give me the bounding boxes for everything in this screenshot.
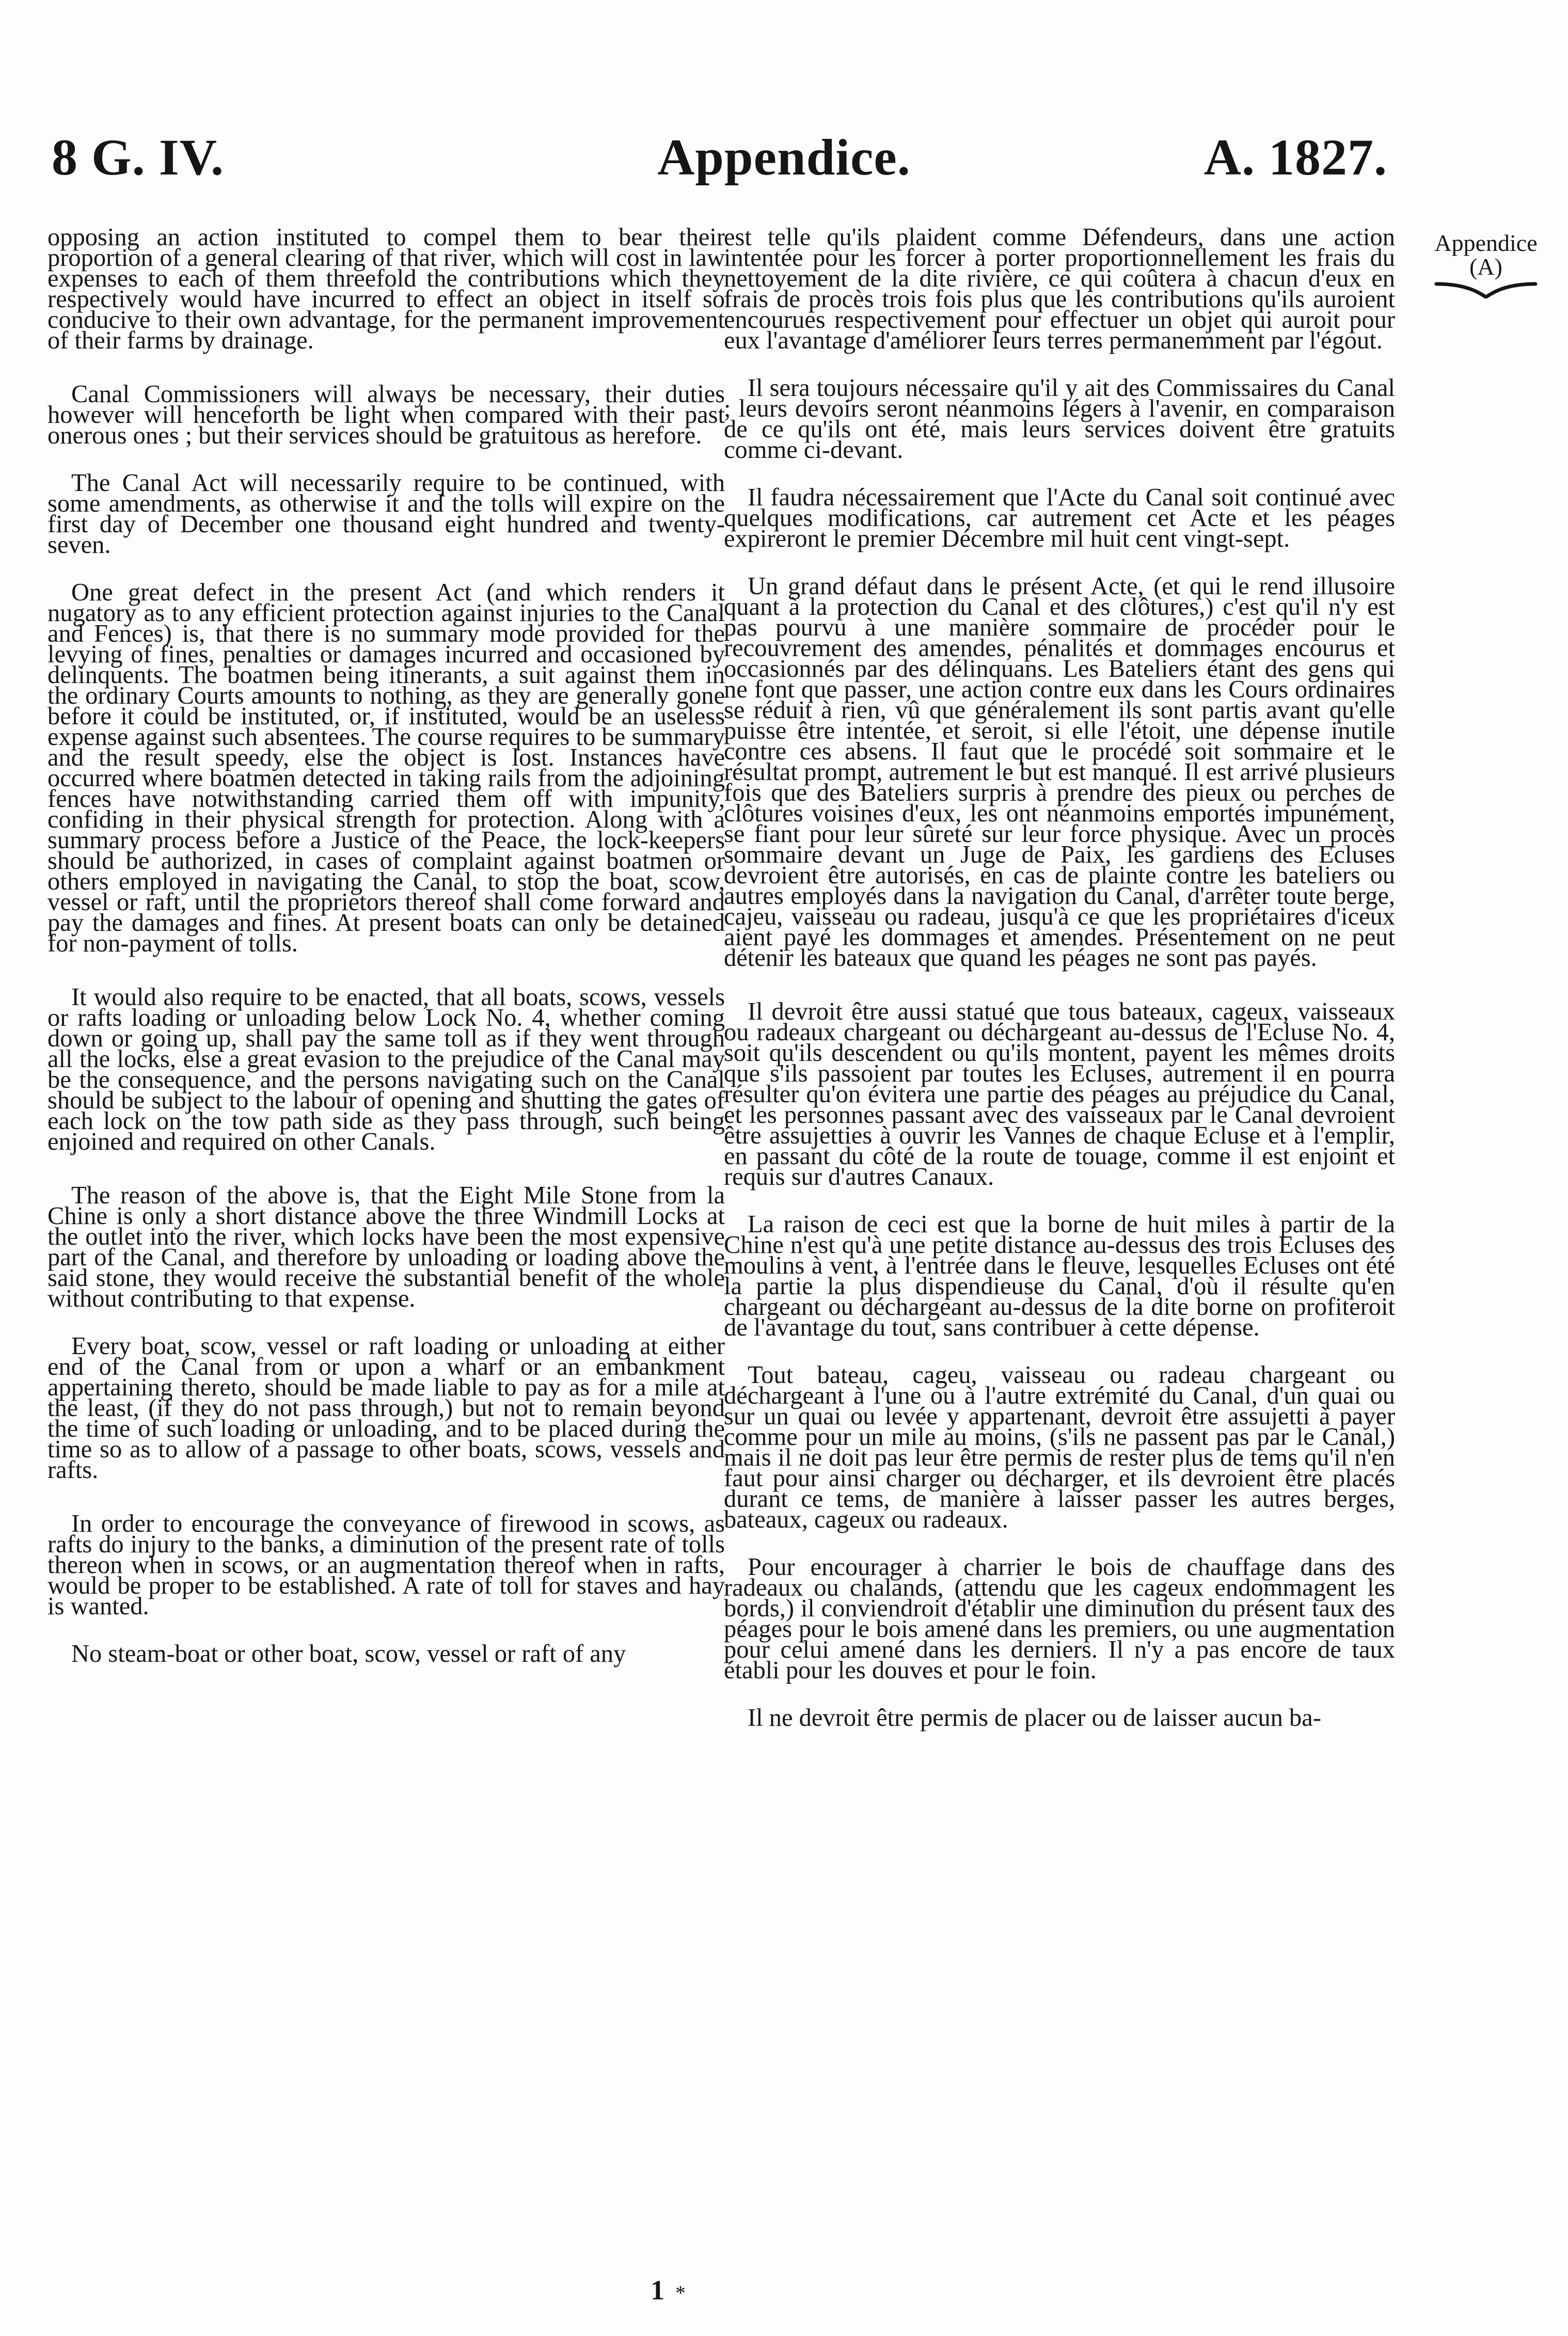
fr-paragraph-8: Pour encourager à charrier le bois de chauffage dans des radeaux ou chalands, (attendu que les cageux endommagent les bords,) il conviendroit d'établir une diminution du présent taux des péages pour le bois amené dans les premiers, ou une augmentation pour celui amené dans les derniers. Il n'y a pas encore de taux établi pour les douves et pour le foin. bbox=[724, 1553, 1395, 1684]
en-paragraph-9: No steam-boat or other boat, scow, vessel or raft of any bbox=[71, 1640, 626, 1667]
french-column bbox=[724, 224, 1395, 1755]
header-title: Appendice. bbox=[657, 129, 911, 186]
margin-note-title: Appendice bbox=[1434, 230, 1538, 256]
signature-star-icon: * bbox=[675, 2281, 686, 2305]
signature-mark: 1 bbox=[651, 2275, 664, 2306]
en-paragraph-2: Canal Commissioners will always be necessary, their duties however will henceforth be light when compared with their past onerous ones ; but their services should be gratuitous as herefore. bbox=[47, 380, 725, 449]
brace-ornament-icon bbox=[1434, 280, 1538, 298]
header-year: A. 1827. bbox=[1203, 129, 1387, 186]
en-paragraph-4: One great defect in the present Act (and which renders it nugatory as to any efficient protection against injuries to the Canal and Fences) is, that there is no summary mode provided for the levying of fines, penalties or damages incurred and occasioned by delinquents. The boatmen being itinerants, a suit against them in the ordinary Courts amounts to nothing, as they are generally gone before it could be instituted, or, if instituted, would be an useless expense against such absentees. The course requires to be summary and the result speedy, else the object is lost. Instances have occurred where boatmen detected in taking rails from the adjoining fences have notwithstanding carried them off with impunity, confiding in their physical strength for protection. Along with a summary process before a Justice of the Peace, the lock-keepers should be authorized, in cases of complaint against boatmen or others employed in navigating the Canal, to stop the boat, scow, vessel or raft, until the proprietors thereof shall come forward and pay the damages and fines. At present boats can only be detained for non-payment of tolls. bbox=[47, 579, 725, 957]
fr-paragraph-3: Il faudra nécessairement que l'Acte du Canal soit continué avec quelques modifications, car autrement cet Acte et les péages expireront le premier Décembre mil huit cent vingt-sept. bbox=[724, 484, 1395, 552]
fr-paragraph-7: Tout bateau, cageu, vaisseau ou radeau chargeant ou déchargeant à l'une ou à l'autre extrémité du Canal, d'un quai ou sur un quai ou levée y appartenant, devroit être assujetti à payer comme pour un mile au moins, (s'ils ne passent pas par le Canal,) mais il ne doit pas leur être permis de rester plus de tems qu'il n'en faut pour ainsi charger ou décharger, et ils devroient être placés durant ce tems, de manière à laisser passer les autres berges, bateaux, cageux ou radeaux. bbox=[724, 1361, 1395, 1533]
english-column bbox=[47, 224, 725, 1691]
fr-paragraph-9: Il ne devroit être permis de placer ou de laisser aucun ba- bbox=[748, 1704, 1321, 1731]
fr-paragraph-2: Il sera toujours nécessaire qu'il y ait des Commissaires du Canal ; leurs devoirs seront néanmoins légers à l'avenir, en comparaison de ce qu'ils ont été, mais leurs services doivent être gratuits comme ci-devant. bbox=[724, 374, 1395, 464]
en-paragraph-5: It would also require to be enacted, that all boats, scows, vessels or rafts loading or unloading below Lock No. 4, whether coming down or going up, shall pay the same toll as if they went through all the locks, else a great evasion to the prejudice of the Canal may be the consequence, and the persons navigating such on the Canal should be subject to the labour of opening and shutting the gates of each lock on the tow path side as they pass through, such being enjoined and required on other Canals. bbox=[47, 983, 725, 1155]
fr-paragraph-6: La raison de ceci est que la borne de huit miles à partir de la Chine n'est qu'à une petite distance au-dessus des trois Ecluses des moulins à vent, à l'entrée dans le fleuve, lesquelles Ecluses ont été la partie la plus dispendieuse du Canal, d'où il résulte qu'en chargeant ou déchargeant au-dessus de la dite borne on profiteroit de l'avantage du tout, sans contribuer à cette dépense. bbox=[724, 1211, 1395, 1341]
en-paragraph-3: The Canal Act will necessarily require to be continued, with some amendments, as otherwise it and the tolls will expire on the first day of December one thousand eight hundred and twenty-seven. bbox=[47, 469, 725, 559]
en-paragraph-7: Every boat, scow, vessel or raft loading or unloading at either end of the Canal from or upon a wharf or an embankment appertaining thereto, should be made liable to pay as for a mile at the least, (if they do not pass through,) but not to remain beyond the time of such loading or unloading, and to be placed during the time so as to allow of a passage to other boats, scows, vessels and rafts. bbox=[47, 1332, 725, 1484]
fr-paragraph-5: Il devroit être aussi statué que tous bateaux, cageux, vaisseaux ou radeaux chargeant ou déchargeant au-dessus de l'Ecluse No. 4, soit qu'ils descendent ou qu'ils montent, payent les mêmes droits que s'ils passoient par toutes les Ecluses, autrement il en pourra résulter qu'on évitera une partie des péages au préjudice du Canal, et les personnes passant avec des vaisseaux par le Canal devroient être assujetties à ouvrir les Vannes de chaque Ecluse et à l'emplir, en passant du côté de la route de touage, comme il est enjoint et requis sur d'autres Canaux. bbox=[724, 998, 1395, 1190]
fr-paragraph-4: Un grand défaut dans le présent Acte, (et qui le rend illusoire quant à la protection du Canal et des clôtures,) c'est qu'il n'y est pas pourvu à une manière sommaire de procéder pour le recouvrement des amendes, pénalités et dommages encourus et occasionnés par des délinquans. Les Bateliers étant des gens qui ne font que passer, une action contre eux dans les Cours ordinaires se réduit à rien, vû que généralement ils sont partis avant qu'elle puisse être intentée, et seroit, si elle l'étoit, une dépense inutile contre ces absens. Il faut que le procédé soit sommaire et le résultat prompt, autrement le but est manqué. Il est arrivé plusieurs fois que des Bateliers surpris à prendre des pieux ou perches de clôtures voisines d'eux, les ont néanmoins emportés impunément, se fiant pour leur sûreté sur leur force physique. Avec un procès sommaire devant un Juge de Paix, les gardiens des Ecluses devroient être autorisés, en cas de plainte contre les bateliers ou autres employés dans la navigation du Canal, d'arrêter toute berge, cajeu, vaisseau ou radeau, jusqu'à ce que les propriétaires d'iceux aient payé les dommages et amendes. Présentement on ne peut détenir les bateaux que quand les péages ne sont pas payés. bbox=[724, 573, 1395, 972]
header-session: 8 G. IV. bbox=[52, 129, 225, 186]
en-paragraph-8: In order to encourage the conveyance of firewood in scows, as rafts do injury to the banks, a diminution of the present rate of tolls thereon when in scows, or an augmentation thereof when in rafts, would be proper to be established. A rate of toll for staves and hay is wanted. bbox=[47, 1510, 725, 1620]
fr-paragraph-1: est telle qu'ils plaident comme Défendeurs, dans une action intentée pour les forcer à porter proportionnellement les frais du nettoyement de la dite rivière, ce qui coûtera à chacun d'eux en frais de procès trois fois plus que les contributions qu'ils auroient encourues respectivement pour effectuer un objet qui auroit pour eux l'avantage d'améliorer leurs terres permanemment par l'égout. bbox=[724, 224, 1395, 354]
en-paragraph-1: opposing an action instituted to compel them to bear their proportion of a general clearing of that river, which will cost in law expenses to each of them threefold the contributions which they respectively would have incurred to effect an object in itself so conducive to their own advantage, for the permanent improvement of their farms by drainage. bbox=[47, 224, 725, 354]
margin-note bbox=[1408, 231, 1563, 298]
margin-note-ref: (A) bbox=[1469, 253, 1502, 280]
en-paragraph-6: The reason of the above is, that the Eight Mile Stone from la Chine is only a short distance above the three Windmill Locks at the outlet into the river, which locks have been the most expensive part of the Canal, and therefore by unloading or loading above the said stone, they would receive the substantial benefit of the whole without contributing to that expense. bbox=[47, 1182, 725, 1312]
